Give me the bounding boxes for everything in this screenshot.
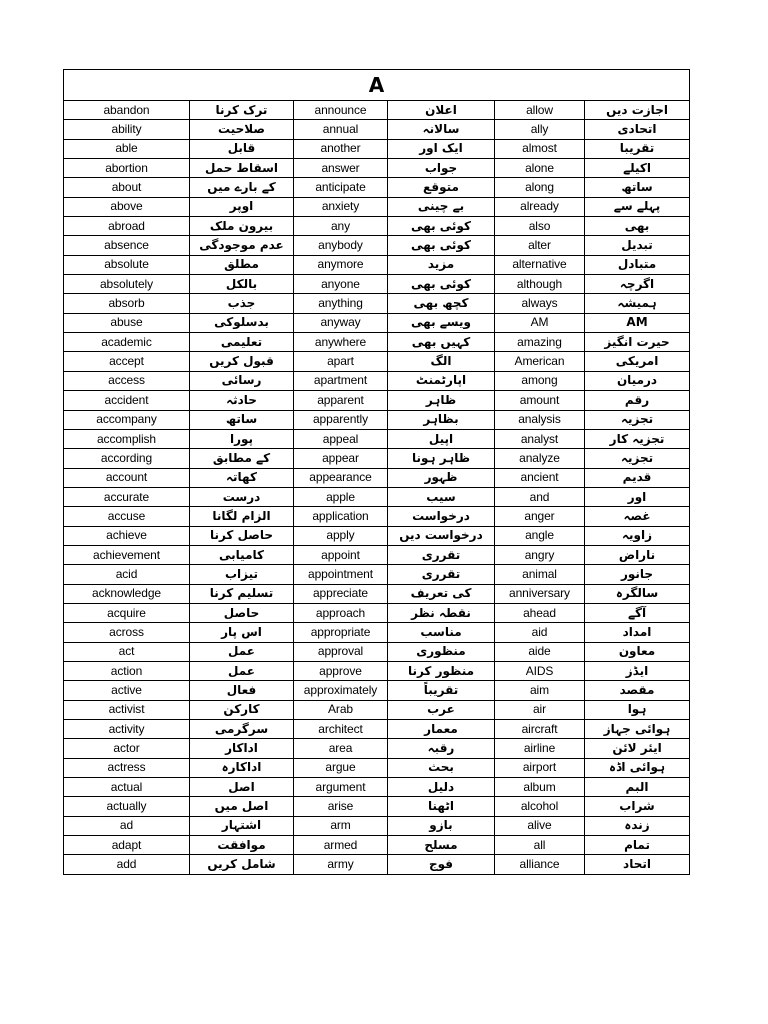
urdu-word-3: ہوا bbox=[585, 700, 690, 719]
english-word-1: abuse bbox=[64, 313, 190, 332]
english-word-2: anyway bbox=[294, 313, 388, 332]
urdu-word-3: اتحادی bbox=[585, 120, 690, 139]
english-word-2: apply bbox=[294, 526, 388, 545]
english-word-2: answer bbox=[294, 159, 388, 178]
english-word-3: along bbox=[495, 178, 585, 197]
urdu-word-3: زندہ bbox=[585, 816, 690, 835]
urdu-word-1: کامیابی bbox=[190, 545, 294, 564]
english-word-3: aircraft bbox=[495, 720, 585, 739]
english-word-1: achievement bbox=[64, 545, 190, 564]
english-word-3: airline bbox=[495, 739, 585, 758]
table-row bbox=[64, 642, 690, 661]
english-word-2: anticipate bbox=[294, 178, 388, 197]
english-word-3: amount bbox=[495, 391, 585, 410]
table-row bbox=[64, 758, 690, 777]
urdu-word-1: عدم موجودگی bbox=[190, 236, 294, 255]
english-word-3: aid bbox=[495, 623, 585, 642]
urdu-word-1: اشتہار bbox=[190, 816, 294, 835]
urdu-word-1: موافقت bbox=[190, 836, 294, 855]
urdu-word-1: عمل bbox=[190, 642, 294, 661]
urdu-word-3: بھی bbox=[585, 217, 690, 236]
english-word-1: academic bbox=[64, 333, 190, 352]
english-word-3: always bbox=[495, 294, 585, 313]
english-word-1: activist bbox=[64, 700, 190, 719]
urdu-word-3: ساتھ bbox=[585, 178, 690, 197]
urdu-word-2: سیب bbox=[388, 487, 495, 506]
english-word-2: Arab bbox=[294, 700, 388, 719]
urdu-word-2: ظہور bbox=[388, 468, 495, 487]
english-word-3: analysis bbox=[495, 410, 585, 429]
urdu-word-1: درست bbox=[190, 487, 294, 506]
urdu-word-2: فوج bbox=[388, 855, 495, 874]
urdu-word-3: درمیان bbox=[585, 371, 690, 390]
urdu-word-1: کے بارے میں bbox=[190, 178, 294, 197]
english-word-2: apparently bbox=[294, 410, 388, 429]
english-word-3: aim bbox=[495, 681, 585, 700]
urdu-word-1: تیزاب bbox=[190, 565, 294, 584]
english-word-1: actress bbox=[64, 758, 190, 777]
urdu-word-3: تجزیہ bbox=[585, 449, 690, 468]
english-word-3: anniversary bbox=[495, 584, 585, 603]
table-row bbox=[64, 371, 690, 390]
english-word-1: about bbox=[64, 178, 190, 197]
urdu-word-2: بازو bbox=[388, 816, 495, 835]
urdu-word-1: اداکارہ bbox=[190, 758, 294, 777]
urdu-word-2: اپارٹمنٹ bbox=[388, 371, 495, 390]
table-row bbox=[64, 391, 690, 410]
table-row bbox=[64, 352, 690, 371]
english-word-2: appointment bbox=[294, 565, 388, 584]
english-word-2: announce bbox=[294, 101, 388, 120]
urdu-word-3: ناراض bbox=[585, 545, 690, 564]
table-row bbox=[64, 816, 690, 835]
table-row bbox=[64, 313, 690, 332]
table-row bbox=[64, 603, 690, 622]
english-word-3: animal bbox=[495, 565, 585, 584]
urdu-word-2: سالانہ bbox=[388, 120, 495, 139]
table-row bbox=[64, 410, 690, 429]
urdu-word-3: حیرت انگیز bbox=[585, 333, 690, 352]
table-row bbox=[64, 159, 690, 178]
urdu-word-2: کوئی بھی bbox=[388, 236, 495, 255]
english-word-3: angle bbox=[495, 526, 585, 545]
urdu-word-2: کی تعریف bbox=[388, 584, 495, 603]
urdu-word-3: شراب bbox=[585, 797, 690, 816]
english-word-2: appreciate bbox=[294, 584, 388, 603]
english-word-3: allow bbox=[495, 101, 585, 120]
english-word-1: absolute bbox=[64, 255, 190, 274]
urdu-word-1: الزام لگانا bbox=[190, 507, 294, 526]
urdu-word-2: اٹھنا bbox=[388, 797, 495, 816]
urdu-word-1: اوپر bbox=[190, 197, 294, 216]
table-body bbox=[64, 101, 690, 875]
urdu-word-3: پہلے سے bbox=[585, 197, 690, 216]
english-word-3: alive bbox=[495, 816, 585, 835]
english-word-1: actual bbox=[64, 778, 190, 797]
table-row bbox=[64, 101, 690, 120]
urdu-word-3: جانور bbox=[585, 565, 690, 584]
english-word-2: approximately bbox=[294, 681, 388, 700]
english-word-3: almost bbox=[495, 139, 585, 158]
english-word-1: able bbox=[64, 139, 190, 158]
english-word-2: appearance bbox=[294, 468, 388, 487]
english-word-3: angry bbox=[495, 545, 585, 564]
table-row bbox=[64, 468, 690, 487]
english-word-1: account bbox=[64, 468, 190, 487]
urdu-word-3: امریکی bbox=[585, 352, 690, 371]
english-word-1: above bbox=[64, 197, 190, 216]
english-word-3: American bbox=[495, 352, 585, 371]
table-row bbox=[64, 449, 690, 468]
english-word-2: argue bbox=[294, 758, 388, 777]
urdu-word-3: اگرچہ bbox=[585, 275, 690, 294]
english-word-1: access bbox=[64, 371, 190, 390]
urdu-word-2: بظاہر bbox=[388, 410, 495, 429]
urdu-word-2: جواب bbox=[388, 159, 495, 178]
urdu-word-2: عرب bbox=[388, 700, 495, 719]
english-word-2: appoint bbox=[294, 545, 388, 564]
english-word-2: anyone bbox=[294, 275, 388, 294]
table-row bbox=[64, 836, 690, 855]
english-word-1: accomplish bbox=[64, 429, 190, 448]
urdu-word-2: دلیل bbox=[388, 778, 495, 797]
english-word-3: airport bbox=[495, 758, 585, 777]
table-row bbox=[64, 720, 690, 739]
english-word-2: anxiety bbox=[294, 197, 388, 216]
urdu-word-1: اداکار bbox=[190, 739, 294, 758]
urdu-word-1: جذب bbox=[190, 294, 294, 313]
urdu-word-2: کچھ بھی bbox=[388, 294, 495, 313]
table-row bbox=[64, 197, 690, 216]
urdu-word-1: بیرون ملک bbox=[190, 217, 294, 236]
english-word-1: abortion bbox=[64, 159, 190, 178]
urdu-word-1: حاصل کرنا bbox=[190, 526, 294, 545]
table-row bbox=[64, 545, 690, 564]
urdu-word-1: رسائی bbox=[190, 371, 294, 390]
english-word-3: album bbox=[495, 778, 585, 797]
urdu-word-2: مسلح bbox=[388, 836, 495, 855]
urdu-word-2: بحث bbox=[388, 758, 495, 777]
table-row bbox=[64, 661, 690, 680]
english-word-3: air bbox=[495, 700, 585, 719]
english-word-2: apple bbox=[294, 487, 388, 506]
table-row bbox=[64, 294, 690, 313]
english-word-1: ability bbox=[64, 120, 190, 139]
urdu-word-3: اتحاد bbox=[585, 855, 690, 874]
urdu-word-3: اور bbox=[585, 487, 690, 506]
urdu-word-3: آگے bbox=[585, 603, 690, 622]
table-row bbox=[64, 120, 690, 139]
english-word-3: aide bbox=[495, 642, 585, 661]
english-word-1: according bbox=[64, 449, 190, 468]
urdu-word-1: قبول کریں bbox=[190, 352, 294, 371]
table-row bbox=[64, 623, 690, 642]
urdu-word-3: تجزیہ bbox=[585, 410, 690, 429]
urdu-word-1: شامل کریں bbox=[190, 855, 294, 874]
english-word-2: appeal bbox=[294, 429, 388, 448]
table-row bbox=[64, 507, 690, 526]
urdu-word-1: کھاتہ bbox=[190, 468, 294, 487]
english-word-3: AIDS bbox=[495, 661, 585, 680]
urdu-word-1: فعال bbox=[190, 681, 294, 700]
english-word-1: acid bbox=[64, 565, 190, 584]
urdu-word-2: ظاہر bbox=[388, 391, 495, 410]
urdu-word-1: سرگرمی bbox=[190, 720, 294, 739]
english-word-3: alter bbox=[495, 236, 585, 255]
english-word-3: among bbox=[495, 371, 585, 390]
urdu-word-3: متبادل bbox=[585, 255, 690, 274]
english-word-1: add bbox=[64, 855, 190, 874]
urdu-word-3: ہوائی جہاز bbox=[585, 720, 690, 739]
english-word-3: alternative bbox=[495, 255, 585, 274]
urdu-word-3: رقم bbox=[585, 391, 690, 410]
title-row bbox=[64, 70, 690, 101]
table-row bbox=[64, 139, 690, 158]
english-word-3: also bbox=[495, 217, 585, 236]
english-word-2: approve bbox=[294, 661, 388, 680]
table-row bbox=[64, 236, 690, 255]
urdu-word-3: غصہ bbox=[585, 507, 690, 526]
table-row bbox=[64, 681, 690, 700]
urdu-word-1: تعلیمی bbox=[190, 333, 294, 352]
english-word-3: ally bbox=[495, 120, 585, 139]
english-word-3: alliance bbox=[495, 855, 585, 874]
urdu-word-2: درخواست دیں bbox=[388, 526, 495, 545]
english-word-3: already bbox=[495, 197, 585, 216]
english-word-2: approach bbox=[294, 603, 388, 622]
english-word-2: anybody bbox=[294, 236, 388, 255]
urdu-word-3: امداد bbox=[585, 623, 690, 642]
english-word-2: anywhere bbox=[294, 333, 388, 352]
urdu-word-3: تقریبا bbox=[585, 139, 690, 158]
urdu-word-1: حاصل bbox=[190, 603, 294, 622]
urdu-word-2: الگ bbox=[388, 352, 495, 371]
english-word-2: architect bbox=[294, 720, 388, 739]
urdu-word-2: ویسے بھی bbox=[388, 313, 495, 332]
english-word-2: armed bbox=[294, 836, 388, 855]
table-row bbox=[64, 275, 690, 294]
urdu-word-3: قدیم bbox=[585, 468, 690, 487]
english-word-1: absorb bbox=[64, 294, 190, 313]
urdu-word-2: ظاہر ہونا bbox=[388, 449, 495, 468]
english-word-1: acquire bbox=[64, 603, 190, 622]
urdu-word-1: کارکن bbox=[190, 700, 294, 719]
urdu-word-2: تقرری bbox=[388, 565, 495, 584]
english-word-2: annual bbox=[294, 120, 388, 139]
english-word-2: approval bbox=[294, 642, 388, 661]
urdu-word-3: تمام bbox=[585, 836, 690, 855]
urdu-word-2: تقرری bbox=[388, 545, 495, 564]
english-word-1: act bbox=[64, 642, 190, 661]
urdu-word-3: اجازت دیں bbox=[585, 101, 690, 120]
english-word-3: and bbox=[495, 487, 585, 506]
urdu-word-2: منظوری bbox=[388, 642, 495, 661]
english-word-1: absolutely bbox=[64, 275, 190, 294]
english-word-1: accompany bbox=[64, 410, 190, 429]
english-word-2: apartment bbox=[294, 371, 388, 390]
urdu-word-2: کوئی بھی bbox=[388, 275, 495, 294]
english-word-3: although bbox=[495, 275, 585, 294]
urdu-word-3: ایئر لائن bbox=[585, 739, 690, 758]
english-word-1: action bbox=[64, 661, 190, 680]
urdu-word-1: عمل bbox=[190, 661, 294, 680]
english-word-2: any bbox=[294, 217, 388, 236]
urdu-word-1: اصل bbox=[190, 778, 294, 797]
urdu-word-1: کے مطابق bbox=[190, 449, 294, 468]
urdu-word-2: متوقع bbox=[388, 178, 495, 197]
vocabulary-table bbox=[63, 69, 690, 875]
urdu-word-2: منظور کرنا bbox=[388, 661, 495, 680]
english-word-1: active bbox=[64, 681, 190, 700]
urdu-word-3: اکیلے bbox=[585, 159, 690, 178]
english-word-2: appropriate bbox=[294, 623, 388, 642]
english-word-3: ahead bbox=[495, 603, 585, 622]
english-word-2: appear bbox=[294, 449, 388, 468]
english-word-1: abandon bbox=[64, 101, 190, 120]
table-row bbox=[64, 584, 690, 603]
urdu-word-3: مقصد bbox=[585, 681, 690, 700]
urdu-word-3: تبدیل bbox=[585, 236, 690, 255]
table-row bbox=[64, 217, 690, 236]
english-word-2: apparent bbox=[294, 391, 388, 410]
urdu-word-3: معاون bbox=[585, 642, 690, 661]
english-word-2: anything bbox=[294, 294, 388, 313]
english-word-1: adapt bbox=[64, 836, 190, 855]
english-word-3: all bbox=[495, 836, 585, 855]
urdu-word-1: اسقاط حمل bbox=[190, 159, 294, 178]
urdu-word-3: AM bbox=[585, 313, 690, 332]
english-word-2: apart bbox=[294, 352, 388, 371]
urdu-word-1: تسلیم کرنا bbox=[190, 584, 294, 603]
urdu-word-1: بدسلوکی bbox=[190, 313, 294, 332]
english-word-3: ancient bbox=[495, 468, 585, 487]
urdu-word-3: زاویہ bbox=[585, 526, 690, 545]
table-row bbox=[64, 526, 690, 545]
english-word-2: army bbox=[294, 855, 388, 874]
table-row bbox=[64, 333, 690, 352]
urdu-word-1: اصل میں bbox=[190, 797, 294, 816]
table-row bbox=[64, 178, 690, 197]
urdu-word-2: کہیں بھی bbox=[388, 333, 495, 352]
table-row bbox=[64, 797, 690, 816]
urdu-word-2: نقطہ نظر bbox=[388, 603, 495, 622]
urdu-word-1: قابل bbox=[190, 139, 294, 158]
english-word-1: accuse bbox=[64, 507, 190, 526]
urdu-word-3: سالگرہ bbox=[585, 584, 690, 603]
urdu-word-3: تجزیہ کار bbox=[585, 429, 690, 448]
english-word-3: alone bbox=[495, 159, 585, 178]
urdu-word-1: صلاحیت bbox=[190, 120, 294, 139]
table-row bbox=[64, 700, 690, 719]
english-word-1: actually bbox=[64, 797, 190, 816]
english-word-1: actor bbox=[64, 739, 190, 758]
table-row bbox=[64, 778, 690, 797]
urdu-word-2: بے چینی bbox=[388, 197, 495, 216]
urdu-word-2: مزید bbox=[388, 255, 495, 274]
urdu-word-2: رقبہ bbox=[388, 739, 495, 758]
urdu-word-3: ہمیشہ bbox=[585, 294, 690, 313]
urdu-word-2: کوئی بھی bbox=[388, 217, 495, 236]
english-word-2: argument bbox=[294, 778, 388, 797]
urdu-word-1: پورا bbox=[190, 429, 294, 448]
english-word-1: activity bbox=[64, 720, 190, 739]
english-word-1: achieve bbox=[64, 526, 190, 545]
table-title: A bbox=[64, 70, 690, 101]
urdu-word-1: اس پار bbox=[190, 623, 294, 642]
urdu-word-1: بالکل bbox=[190, 275, 294, 294]
table-row bbox=[64, 739, 690, 758]
urdu-word-3: ہوائی اڈہ bbox=[585, 758, 690, 777]
english-word-3: amazing bbox=[495, 333, 585, 352]
english-word-1: accept bbox=[64, 352, 190, 371]
urdu-word-2: مناسب bbox=[388, 623, 495, 642]
english-word-3: analyze bbox=[495, 449, 585, 468]
english-word-2: application bbox=[294, 507, 388, 526]
english-word-2: anymore bbox=[294, 255, 388, 274]
english-word-2: area bbox=[294, 739, 388, 758]
english-word-2: another bbox=[294, 139, 388, 158]
urdu-word-1: مطلق bbox=[190, 255, 294, 274]
urdu-word-1: حادثہ bbox=[190, 391, 294, 410]
english-word-1: across bbox=[64, 623, 190, 642]
urdu-word-1: ساتھ bbox=[190, 410, 294, 429]
urdu-word-2: تقریباً bbox=[388, 681, 495, 700]
urdu-word-2: ایک اور bbox=[388, 139, 495, 158]
english-word-1: absence bbox=[64, 236, 190, 255]
english-word-3: AM bbox=[495, 313, 585, 332]
english-word-1: acknowledge bbox=[64, 584, 190, 603]
urdu-word-2: معمار bbox=[388, 720, 495, 739]
table-row bbox=[64, 487, 690, 506]
english-word-1: abroad bbox=[64, 217, 190, 236]
table-row bbox=[64, 429, 690, 448]
urdu-word-2: درخواست bbox=[388, 507, 495, 526]
urdu-word-2: اپیل bbox=[388, 429, 495, 448]
urdu-word-3: ایڈز bbox=[585, 661, 690, 680]
table-row bbox=[64, 255, 690, 274]
urdu-word-3: البم bbox=[585, 778, 690, 797]
english-word-3: anger bbox=[495, 507, 585, 526]
english-word-1: accident bbox=[64, 391, 190, 410]
english-word-2: arise bbox=[294, 797, 388, 816]
table-row bbox=[64, 565, 690, 584]
english-word-1: ad bbox=[64, 816, 190, 835]
english-word-1: accurate bbox=[64, 487, 190, 506]
english-word-2: arm bbox=[294, 816, 388, 835]
urdu-word-2: اعلان bbox=[388, 101, 495, 120]
table-row bbox=[64, 855, 690, 874]
english-word-3: analyst bbox=[495, 429, 585, 448]
urdu-word-1: ترک کرنا bbox=[190, 101, 294, 120]
english-word-3: alcohol bbox=[495, 797, 585, 816]
